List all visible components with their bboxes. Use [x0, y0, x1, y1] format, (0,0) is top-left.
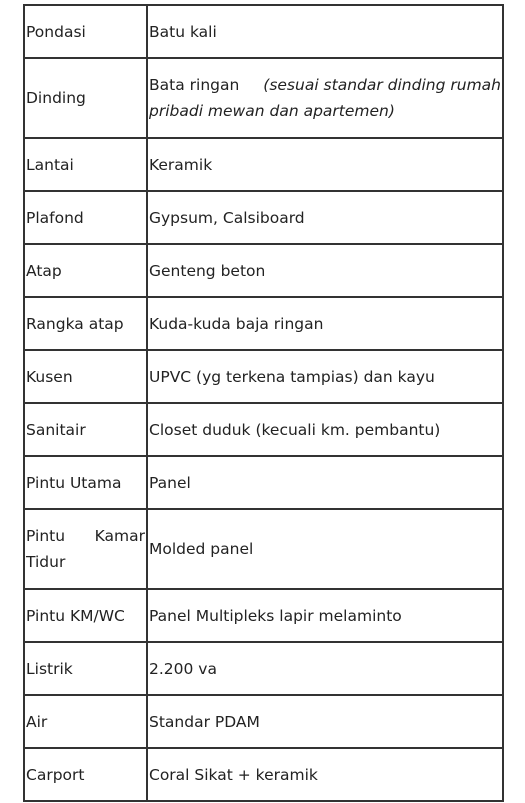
row-label: Pintu KM/WC — [24, 589, 147, 642]
row-value: Standar PDAM — [147, 695, 503, 748]
row-label — [24, 509, 147, 589]
table-row — [24, 589, 503, 642]
row-value: Panel — [147, 456, 503, 509]
table-row — [24, 5, 503, 58]
table-row — [24, 748, 503, 801]
row-value: Genteng beton — [147, 244, 503, 297]
row-label: Plafond — [24, 191, 147, 244]
row-value: Keramik — [147, 138, 503, 191]
table-row — [24, 58, 503, 138]
table-row — [24, 403, 503, 456]
label-word: Kamar — [94, 527, 145, 545]
value-italic-text: (sesuai standar dinding rumah — [263, 76, 501, 94]
row-value: Panel Multipleks lapir melaminto — [147, 589, 503, 642]
spec-table — [23, 4, 504, 802]
value-plain-text: Bata ringan — [149, 76, 240, 94]
row-value: 2.200 va — [147, 642, 503, 695]
table-row — [24, 509, 503, 589]
row-label: Pintu Utama — [24, 456, 147, 509]
row-label: Sanitair — [24, 403, 147, 456]
row-label: Lantai — [24, 138, 147, 191]
table-row — [24, 642, 503, 695]
value-italic-text-2: pribadi mewan dan apartemen) — [149, 102, 395, 120]
row-label: Dinding — [24, 58, 147, 138]
row-label: Kusen — [24, 350, 147, 403]
row-value: Kuda-kuda baja ringan — [147, 297, 503, 350]
row-value: Batu kali — [147, 5, 503, 58]
row-label: Rangka atap — [24, 297, 147, 350]
label-word: Pintu — [26, 527, 66, 545]
row-value: Coral Sikat + keramik — [147, 748, 503, 801]
table-row — [24, 350, 503, 403]
table-row — [24, 297, 503, 350]
table-row — [24, 244, 503, 297]
row-label: Air — [24, 695, 147, 748]
row-label: Carport — [24, 748, 147, 801]
table-row — [24, 695, 503, 748]
row-label: Pondasi — [24, 5, 147, 58]
table-row — [24, 456, 503, 509]
label-line-2: Tidur — [26, 553, 66, 571]
row-value: UPVC (yg terkena tampias) dan kayu — [147, 350, 503, 403]
row-label: Atap — [24, 244, 147, 297]
row-value — [147, 58, 503, 138]
value-line-1 — [149, 72, 501, 98]
row-value: Gypsum, Calsiboard — [147, 191, 503, 244]
row-value: Closet duduk (kecuali km. pembantu) — [147, 403, 503, 456]
row-label: Listrik — [24, 642, 147, 695]
table-row — [24, 138, 503, 191]
table-row — [24, 191, 503, 244]
row-value: Molded panel — [147, 509, 503, 589]
label-line-1 — [26, 523, 145, 549]
